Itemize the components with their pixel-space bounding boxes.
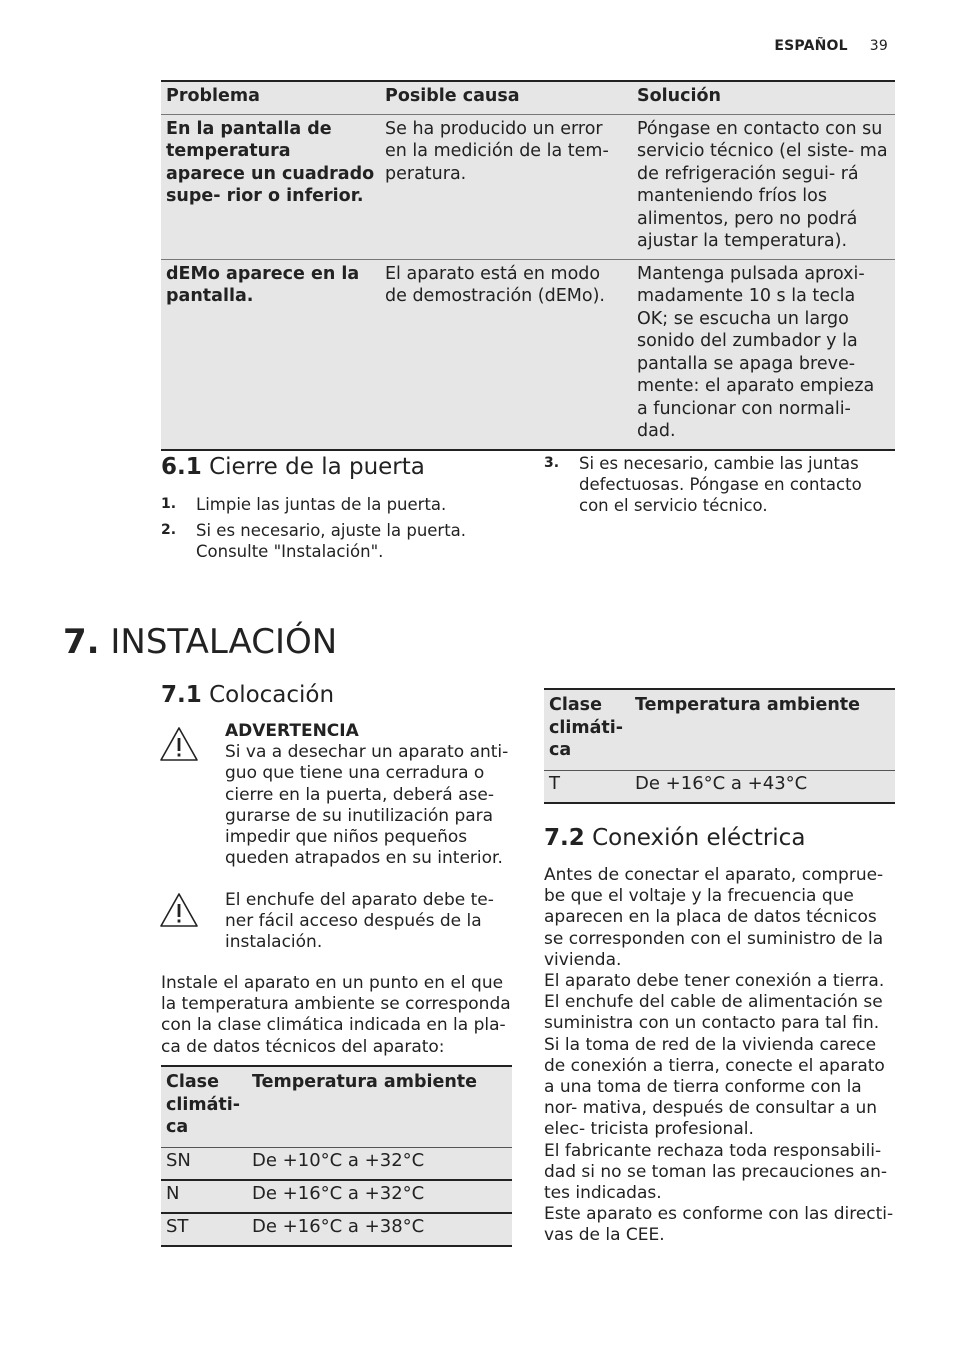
page-number: 39 [869, 38, 888, 54]
class-cell: T [549, 772, 560, 794]
class-cell: ST [166, 1215, 189, 1237]
body-paragraph: Instale el aparato en un punto en el que la temperatura ambiente se corresponda con la clase climática indicada en la pla- ca de datos técnicos del aparato: [161, 973, 511, 1057]
paragraph: El aparato debe tener conexión a tierra. El enchufe del cable de alimentación se suministra con un contacto para tal fin. Si la toma de red de la vivienda carece de conexión a tierra, conecte el aparato a una toma de tierra conforme con la nor- mativa, después de consultar a un elec- tricista profesional. [544, 971, 885, 1140]
section-number: 6.1 [161, 454, 202, 480]
solution-cell: Póngase en contacto con su servicio técnico (el siste- ma de refrigeración segui- rá manteniendo fríos los alimentos, pero no podrá ajustar la temperatura). [637, 118, 888, 251]
cause-cell: El aparato está en modo de demostración (dEMo). [385, 263, 605, 306]
class-cell: N [166, 1182, 180, 1204]
page-header [774, 38, 888, 54]
steps-list-continued [544, 453, 889, 521]
troubleshooting-table [161, 80, 895, 451]
temp-cell: De +16°C a +32°C [252, 1182, 425, 1204]
paragraph: Antes de conectar el aparato, comprue- be que el voltaje y la frecuencia que aparecen en la placa de datos técnicos se corresponden con el suministro de la vivienda. [544, 865, 884, 970]
warning-icon [159, 726, 199, 762]
section-number: 7.2 [544, 825, 585, 851]
table-row [161, 1180, 512, 1213]
table-row [161, 259, 895, 450]
chapter-heading [63, 620, 337, 664]
class-cell: SN [166, 1149, 191, 1171]
problem-cell: En la pantalla de temperatura aparece un cuadrado supe- rior o inferior. [166, 118, 375, 206]
column-header: Temperatura ambiente [252, 1072, 478, 1092]
chapter-number: 7. [63, 622, 100, 662]
note-text: El enchufe del aparato debe te- ner fácil acceso después de la instalación. [225, 890, 494, 953]
climate-class-table-continued [544, 688, 895, 804]
paragraph: Este aparato es conforme con las directi- vas de la CEE. [544, 1204, 894, 1246]
section-title: Conexión eléctrica [592, 825, 806, 851]
electrical-text [544, 865, 896, 1247]
list-item: 3. Si es necesario, cambie las juntas defectuosas. Póngase en contacto con el servicio técnico. [544, 454, 862, 515]
temp-cell: De +10°C a +32°C [252, 1149, 425, 1171]
column-header: Clase climáti- ca [166, 1072, 241, 1137]
section-heading-6-1 [161, 453, 425, 481]
column-header: Temperatura ambiente [635, 695, 861, 715]
section-title: Cierre de la puerta [209, 454, 425, 480]
section-number: 7.1 [161, 682, 202, 708]
steps-list [161, 494, 501, 567]
temp-cell: De +16°C a +38°C [252, 1215, 425, 1237]
cause-cell: Se ha producido un error en la medición de la tem- peratura. [385, 118, 609, 184]
temp-cell: De +16°C a +43°C [635, 772, 808, 794]
warning-icon [159, 892, 199, 928]
warning-block [225, 721, 515, 869]
solution-cell: Mantenga pulsada aproxi- madamente 10 s la tecla OK; se escucha un largo sonido del zumbador y la pantalla se apaga breve- mente: el aparato empieza a funcionar con normali- dad. [637, 263, 875, 441]
chapter-title: INSTALACIÓN [110, 622, 338, 662]
table-header-row [161, 81, 895, 114]
table-row [161, 114, 895, 259]
table-header-row [161, 1066, 512, 1147]
column-header: Posible causa [385, 86, 520, 106]
section-title: Colocación [209, 682, 335, 708]
list-item: 1. Limpie las juntas de la puerta. [161, 495, 447, 514]
section-heading-7-2 [544, 824, 805, 852]
column-header: Solución [637, 86, 721, 106]
problem-cell: dEMo aparece en la pantalla. [166, 263, 360, 306]
list-item: 2. Si es necesario, ajuste la puerta. Consulte "Instalación". [161, 521, 467, 561]
section-label: ESPAÑOL [774, 38, 848, 54]
paragraph: El fabricante rechaza toda responsabili- dad si no se toman las precauciones an- tes indicadas. [544, 1140, 888, 1204]
table-row [161, 1213, 512, 1246]
table-row [544, 770, 895, 803]
column-header: Problema [166, 86, 260, 106]
column-header: Clase climáti- ca [549, 695, 624, 760]
section-heading-7-1 [161, 681, 334, 709]
table-row [161, 1147, 512, 1180]
table-header-row [544, 689, 895, 770]
warning-text: Si va a desechar un aparato anti- guo que tiene una cerradura o cierre en la puerta, deberá ase- gurarse de su inutilización para impedir que niños pequeños queden atrapados en su interior. [225, 742, 509, 869]
warning-title: ADVERTENCIA [225, 721, 359, 741]
climate-class-table [161, 1065, 512, 1247]
